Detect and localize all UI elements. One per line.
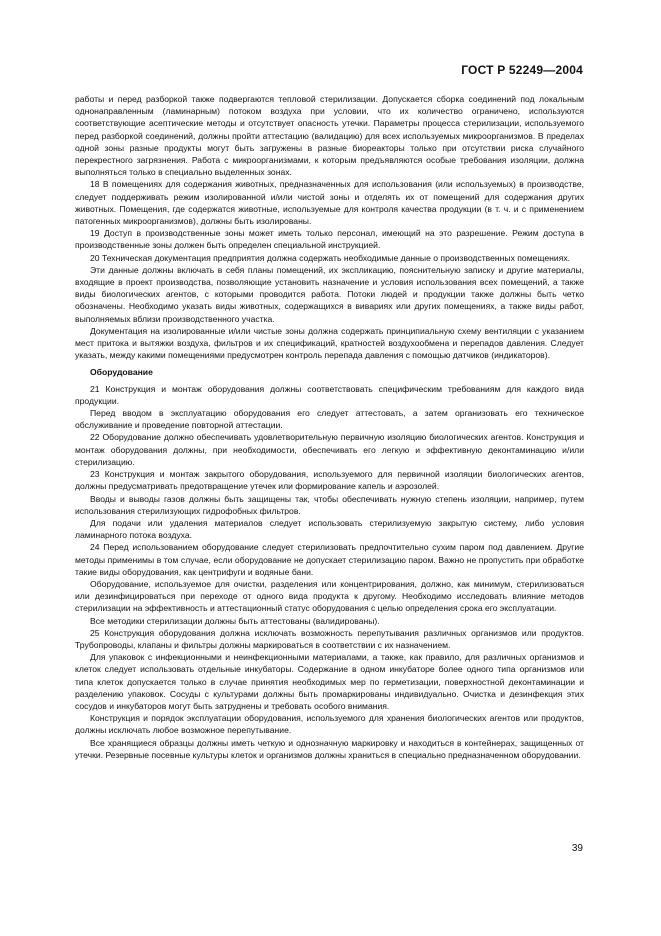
- paragraph: 24 Перед использованием оборудование следует стерилизовать предпочтительно сухим паром под давлением. Другие методы применимы в том случае, если оборудование не допускает стерилизацию паром. Важно не пропустить при обработке такие виды оборудования, как центрифуги и водяные бани.: [75, 542, 584, 577]
- paragraph: Документация на изолированные и/или чистые зоны должна содержать принципиальную схему вентиляции с указанием мест притока и вытяжки воздуха, фильтров и их спецификаций, кратностей воздухообмена и перепадов давления. Следует указать, между какими помещениями предусмотрен контроль перепада давления с помощью датчиков (индикаторов).: [75, 325, 584, 361]
- paragraph: 22 Оборудование должно обеспечивать удовлетворительную первичную изоляцию биологических агентов. Конструкция и монтаж оборудования должны, при необходимости, обеспечивать его легкую и эффективную деконтаминацию и/или стерилизацию.: [75, 432, 584, 467]
- paragraph: Для подачи или удаления материалов следует использовать стерилизуемую закрытую систему, либо условия ламинарного потока воздуха.: [75, 517, 584, 541]
- paragraph: работы и перед разборкой также подвергаются тепловой стерилизации. Допускается сборка соединений под локальным однонаправленным (ламинарным) потоком воздуха при условии, что их количество ограничено, используются соответствующие асептические методы и отсутствует опасность утечки. Параметры процесса стерилизации, используемого перед разборкой соединений, должны пройти аттестацию (валидацию) для всех используемых микроорганизмов. В пределах одной зоны разные продукты могут быть загружены в разные биореакторы только при отсутствии риска случайного перекрестного загрязнения. Работа с микроорганизмами, к которым предъявляются особые требования изоляции, должна выполняться только в специально выделенных зонах.: [75, 94, 584, 178]
- paragraph: Оборудование, используемое для очистки, разделения или концентрирования, должно, как минимум, стерилизоваться или дезинфицироваться при переходе от одного вида продукта к другому. Необходимо исследовать влияние методов стерилизации на эффективность и аттестационный статус оборудования с целью определения срока его эксплуатации.: [75, 578, 584, 614]
- page-number: 39: [571, 843, 583, 854]
- paragraph: 20 Техническая документация предприятия должна содержать необходимые данные о производственных помещениях.: [90, 252, 571, 263]
- paragraph: Эти данные должны включать в себя планы помещений, их экспликацию, пояснительную записку и другие материалы, входящие в проект производства, позволяющие установить назначение и условия использования всех помещений, а также виды биологических агентов, с которыми проводится работа. Потоки людей и продукции также должны быть четко обозначены. Необходимо указать виды животных, содержащихся в вивариях или других помещениях, а также виды работ, выполняемых вблизи производственного участка.: [75, 264, 584, 324]
- body-text: [75, 93, 584, 761]
- paragraph: Конструкция и порядок эксплуатации оборудования, используемого для хранения биологических агентов или продуктов, должны исключать любое возможное перепутывание.: [75, 713, 584, 736]
- paragraph: 21 Конструкция и монтаж оборудования должны соответствовать специфическим требованиям для каждого вида продукции.: [75, 383, 584, 406]
- standard-header: ГОСТ Р 52249—2004: [461, 63, 583, 77]
- paragraph: Для упаковок с инфекционными и неинфекционными материалами, а также, как правило, для различных организмов и клеток следует использовать отдельные инкубаторы. Содержание в одном инкубаторе более одного типа организмов или типа клеток допускается только в случае принятия необходимых мер по герметизации, поверхностной деконтаминации и разделению упаковок. Сосуды с культурами должны быть промаркированы индивидуально. Очистка и дезинфекция этих сосудов и инкубаторов могут быть затруднены и требовать особого внимания.: [75, 652, 584, 711]
- paragraph: 25 Конструкция оборудования должна исключать возможность перепутывания различных организмов или продуктов. Трубопроводы, клапаны и фильтры должны маркироваться в соответствии с их назначением.: [75, 627, 584, 650]
- paragraph: 19 Доступ в производственные зоны может иметь только персонал, имеющий на это разрешение. Режим доступа в производственные зоны должен быть определен специальной инструкцией.: [75, 228, 584, 251]
- paragraph: Все хранящиеся образцы должны иметь четкую и однозначную маркировку и находиться в контейнерах, защищенных от утечки. Резервные посевные культуры клеток и организмов должны храниться в специально предназначенном оборудовании.: [75, 737, 584, 760]
- paragraph: Все методики стерилизации должны быть аттестованы (валидированы).: [90, 615, 380, 626]
- paragraph: Вводы и выводы газов должны быть защищены так, чтобы обеспечивать нужную степень изоляции, например, путем использования стерилизующих гидрофобных фильтров.: [75, 493, 584, 516]
- paragraph: 18 В помещениях для содержания животных, предназначенных для использования (или используемых) в производстве, следует поддерживать режим изолированной и/или чистой зоны и отделять их от помещений для содержания других животных. Помещения, где содержатся животные, используемые для контроля качества продукции (в т. ч. и с применением патогенных микроорганизмов), должны быть изолированы.: [75, 179, 584, 227]
- paragraph: Перед вводом в эксплуатацию оборудования его следует аттестовать, а затем организовать его техническое обслуживание и проведение повторной аттестации.: [75, 408, 584, 431]
- paragraph: 23 Конструкция и монтаж закрытого оборудования, используемого для первичной изоляции биологических агентов, должны предусматривать предотвращение утечек или формирование капель и аэрозолей.: [75, 469, 584, 492]
- section-heading: Оборудование: [90, 367, 153, 378]
